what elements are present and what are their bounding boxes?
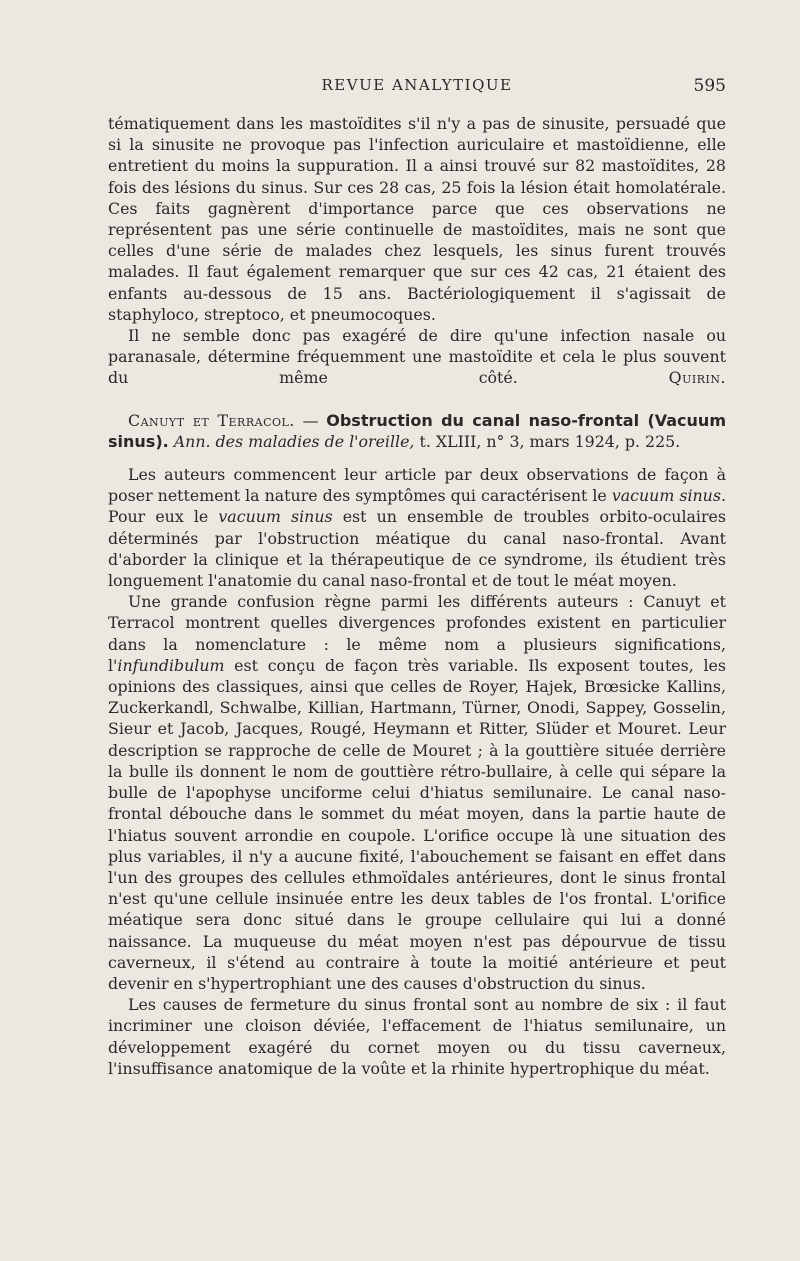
review-2-paragraph-3: Les causes de fermeture du sinus frontal sont au nombre de six : il faut incriminer une cloison déviée, l'effacement de l'hiatus semilunaire, un développement exagéré du cornet moyen ou du tissu caverneux, l'insuffisance anatomique de la voûte et la rhinite hypertrophique du méat. [108,995,726,1078]
p2-text-a: Une grande confusion règne parmi les différents auteurs : Canuyt et Terracol montrent quelles divergences profondes existent en particulier dans la nomenclature : le même nom a plusieurs significations, l' [108,592,726,675]
review-2-paragraph-1 [108,464,726,591]
page-number: 595 [693,76,726,96]
term-infundibulum: infundibulum [117,655,225,675]
review-2-authors: Canuyt et Terracol. [128,410,295,430]
term-vacuum-sinus: vacuum sinus [611,486,721,506]
review-1-conclusion [108,325,726,389]
review-2-paragraph-2 [108,591,726,994]
text-column [108,113,726,1079]
reviewer-signature: Quirin. [668,368,727,388]
p2-text-b: est conçu de façon très variable. Ils exposent toutes, les opinions des classiques, ainsi que celles de Royer, Hajek, Brœsicke Kallins, Zuckerkandl, Schwalbe, Killian, Hartmann, Türner, Onodi, Sappey, Gosselin, Sieur et Jacob, Jacques, Rougé, Heymann et Ritter, Slüder et Mouret. Leur description se rapproche de celle de Mouret ; à la gouttière située derrière la bulle ils donnent le nom de gouttière rétro-bullaire, à celle qui sépare la bulle de l'apophyse unciforme celui d'hiatus semilunaire. Le canal naso-frontal débouche dans le sommet du méat moyen, dans la partie haute de l'hiatus souvent arrondie en coupole. L'orifice occupe là une situation des plus variables, il n'y a aucune fixité, l'abouchement se faisant en effet dans l'un des groupes des cellules ethmoïdales antérieures, dont le sinus frontal n'est qu'une cellule insinuée entre les deux tables de l'os frontal. L'orifice méatique sera donc situé dans le groupe cellulaire qui lui a donné naissance. La muqueuse du méat moyen n'est pas dépourvue de tissu caverneux, il s'étend au contraire à toute la moitié antérieure et peut devenir en s'hypertrophiant une des causes d'obstruction du sinus. [108,655,726,993]
article-title: Obstruction du canal naso-frontal (Vacuum sinus). [108,410,726,451]
review-1-paragraph: tématiquement dans les mastoïdites s'il n'y a pas de sinusite, persuadé que si la sinusite ne provoque pas l'infection auriculaire et mastoïdienne, elle entretient du moins la suppuration. Il a ainsi trouvé sur 82 mastoïdites, 28 fois des lésions du sinus. Sur ces 28 cas, 25 fois la lésion était homolatérale. Ces faits gagnèrent d'importance parce que ces observations ne représentent pas une série continuelle de mastoïdites, mais ne sont que celles d'une série de malades chez lesquels, les sinus furent trouvés malades. Il faut également remarquer que sur ces 42 cas, 21 étaient des enfants au-dessous de 15 ans. Bactériologiquement il s'agissait de staphyloco, streptoco, et pneumocoques. [108,114,726,324]
term-vacuum-sinus: vacuum sinus [218,507,333,527]
review-1-conclusion-text: Il ne semble donc pas exagéré de dire qu'une infection nasale ou paranasale, détermine fréquemment une mastoïdite et cela le plus souvent du même côté. [108,326,726,388]
journal-name: Ann. des maladies de l'oreille, [173,431,415,451]
review-2-heading [108,410,726,452]
heading-dash: — [294,410,327,430]
p1-text-a: Les auteurs commencent leur article par deux observations de façon à poser nettement la nature des symptômes qui caractérisent le [108,465,726,506]
journal-citation: t. XLIII, n° 3, mars 1924, p. 225. [414,431,681,451]
p1-text-c: est un ensemble de troubles orbito-oculaires déterminés par l'obstruction méatique du canal naso-frontal. Avant d'aborder la clinique et la thérapeutique de ce syndrome, ils étudient très longuement l'anatomie du canal naso-frontal et de tout le méat moyen. [108,507,726,591]
p1-text-b: . Pour eux le [108,486,726,527]
running-title: REVUE ANALYTIQUE [321,76,513,94]
running-head [108,76,726,100]
